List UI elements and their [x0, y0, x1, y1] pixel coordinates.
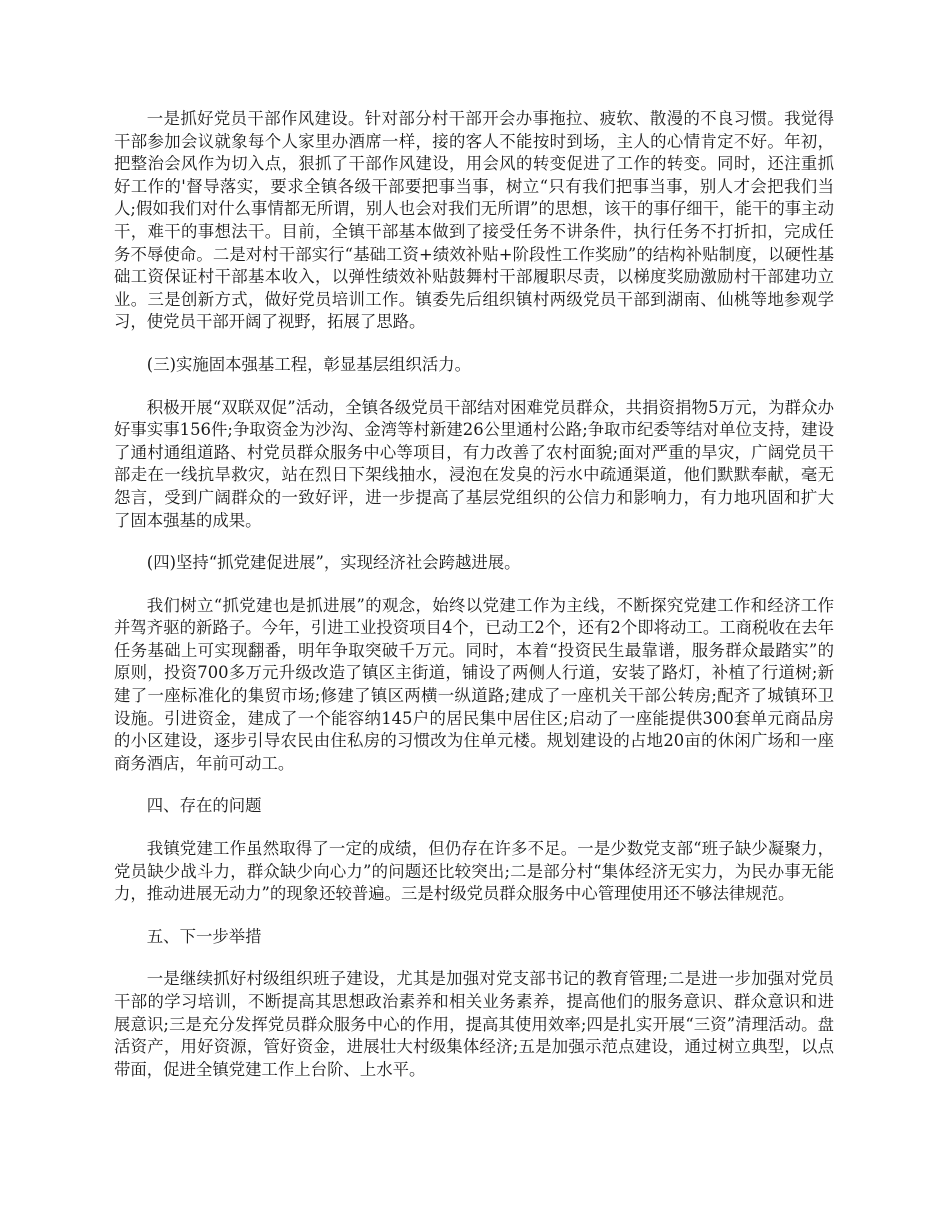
paragraph-grassroots: 积极开展“双联双促”活动，全镇各级党员干部结对困难党员群众，共捐资捐物5万元，为群众办好事实事156件;争取资金为沙沟、金湾等村新建26公里通村公路;争取市纪委等结对单位支持，建设了通村通组道路、村党员群众服务中心等项目，有力改善了农村面貌;面对严重的旱灾，广阔党员干部走在一线抗旱救灾，站在烈日下架线抽水，浸泡在发臭的污水中疏通渠道，他们默默奉献，毫无怨言，受到广阔群众的一致好评，进一步提高了基层党组织的公信力和影响力，有力地巩固和扩大了固本强基的成果。 [114, 397, 834, 530]
section-heading-3: (三)实施固本强基工程，彰显基层组织活力。 [146, 354, 472, 374]
section-heading-problems: 四、存在的问题 [146, 796, 262, 816]
paragraph-cadre-style: 一是抓好党员干部作风建设。针对部分村干部开会办事拖拉、疲软、散漫的不良习惯。我觉得干部参加会议就象每个人家里办酒席一样，接的客人不能按时到场，主人的心情肯定不好。年初，把整治会风作为切入点，狠抓了干部作风建设，用会风的转变促进了工作的转变。同时，还注重抓好工作的'督导落实，要求全镇各级干部要把事当事，树立“只有我们把事当事，别人才会把我们当人;假如我们对什么事情都无所谓，别人也会对我们无所谓”的思想，该干的事仔细干，能干的事主动干，难干的事想法干。目前，全镇干部基本做到了接受任务不讲条件，执行任务不打折扣，完成任务不辱使命。二是对村干部实行“基础工资+绩效补贴+阶段性工作奖励”的结构补贴制度，以硬性基础工资保证村干部基本收入，以弹性绩效补贴鼓舞村干部履职尽责，以梯度奖励激励村干部建功立业。三是创新方式，做好党员培训工作。镇委先后组织镇村两级党员干部到湖南、仙桃等地参观学习，使党员干部开阔了视野，拓展了思路。 [114, 109, 834, 332]
section-heading-4: (四)坚持“抓党建促进展”，实现经济社会跨越进展。 [146, 553, 521, 573]
paragraph-economy: 我们树立“抓党建也是抓进展”的观念，始终以党建工作为主线，不断探究党建工作和经济工作并驾齐驱的新路子。今年，引进工业投资项目4个，已动工2个，还有2个即将动工。工商税收在去年任务基础上可实现翻番，明年争取突破千万元。同时，本着“投资民生最靠谱，服务群众最踏实”的原则，投资700多万元升级改造了镇区主街道，铺设了两侧人行道，安装了路灯，补植了行道树;新建了一座标准化的集贸市场;修建了镇区两横一纵道路;建成了一座机关干部公转房;配齐了城镇环卫设施。引进资金，建成了一个能容纳145户的居民集中居住区;启动了一座能提供300套单元商品房的小区建设，逐步引导农民由住私房的习惯改为住单元楼。规划建设的占地20亩的休闲广场和一座商务酒店，年前可动工。 [114, 595, 834, 773]
paragraph-problems: 我镇党建工作虽然取得了一定的成绩，但仍存在许多不足。一是少数党支部“班子缺少凝聚力，党员缺少战斗力，群众缺少向心力”的问题还比较突出;二是部分村“集体经济无实力，为民办事无能力，推动进展无动力”的现象还较普遍。三是村级党员群众服务中心管理使用还不够法律规范。 [114, 839, 834, 904]
paragraph-next-steps: 一是继续抓好村级组织班子建设，尤其是加强对党支部书记的教育管理;二是进一步加强对党员干部的学习培训，不断提高其思想政治素养和相关业务素养，提高他们的服务意识、群众意识和进展意识;三是充分发挥党员群众服务中心的作用，提高其使用效率;四是扎实开展“三资”清理活动。盘活资产，用好资源，管好资金，进展壮大村级集体经济;五是加强示范点建设，通过树立典型，以点带面，促进全镇党建工作上台阶、上水平。 [114, 969, 834, 1079]
section-heading-next-steps: 五、下一步举措 [146, 926, 262, 946]
document-page [114, 108, 834, 1081]
